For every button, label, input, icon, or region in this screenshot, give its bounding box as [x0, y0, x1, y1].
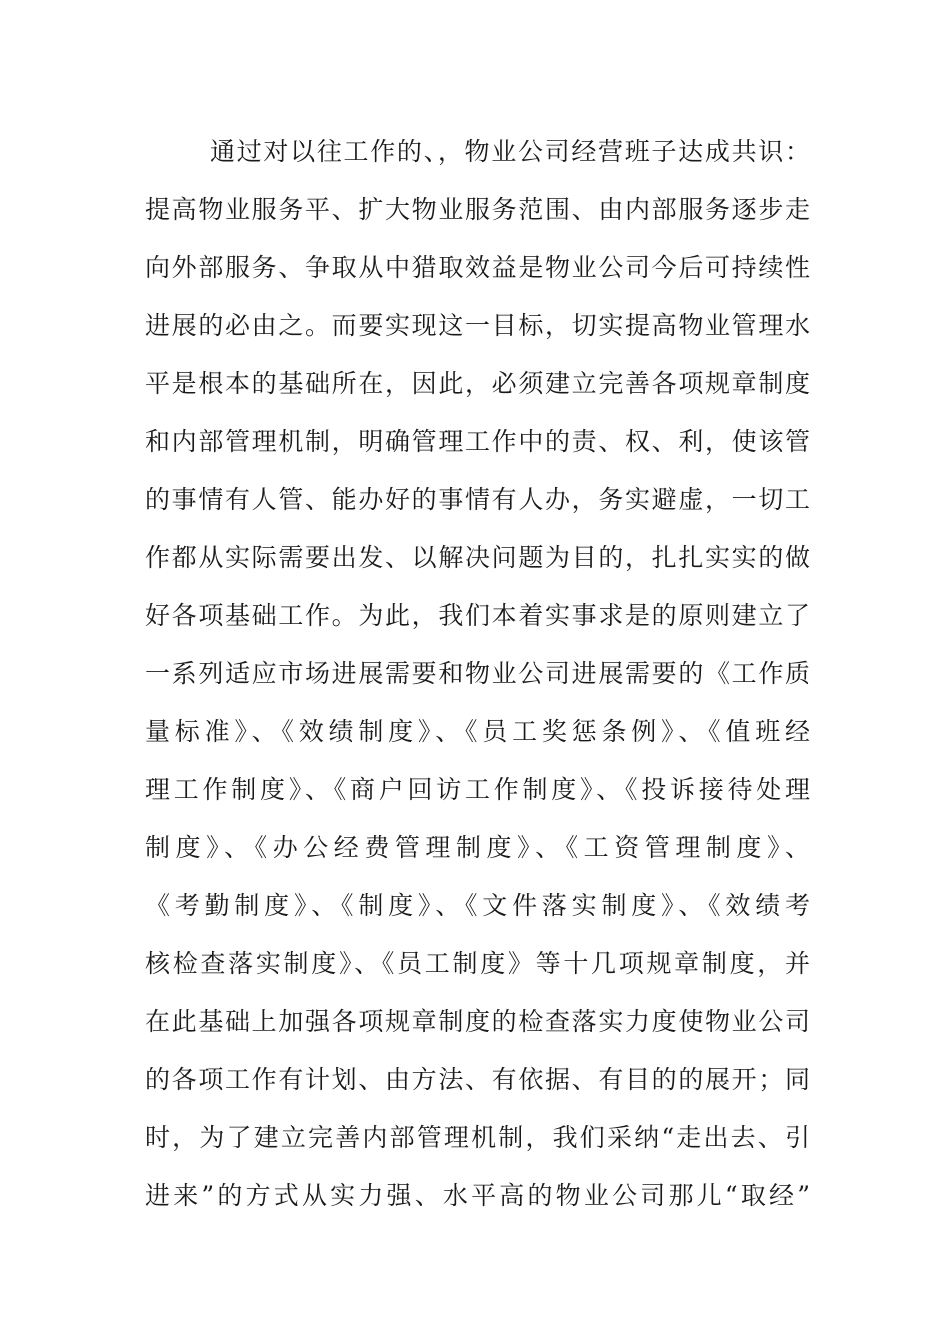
paragraph-line-17: 的各项工作有计划、由方法、有依据、有目的的展开；同 — [145, 1065, 810, 1094]
paragraph-line-8: 作都从实际需要出发、以解决问题为目的，扎扎实实的做 — [145, 543, 810, 572]
paragraph-line-11: 量标准》、《效绩制度》、《员工奖惩条例》、《值班经 — [145, 717, 810, 746]
paragraph-line-5: 平是根本的基础所在，因此，必须建立完善各项规章制度 — [145, 369, 810, 398]
paragraph-line-10: 一系列适应市场进展需要和物业公司进展需要的《工作质 — [145, 659, 810, 688]
paragraph-line-1: 通过对以往工作的、，物业公司经营班子达成共识： — [210, 137, 810, 166]
paragraph-line-12: 理工作制度》、《商户回访工作制度》、《投诉接待处理 — [145, 775, 810, 804]
paragraph-line-7: 的事情有人管、能办好的事情有人办，务实避虚，一切工 — [145, 485, 810, 514]
paragraph-line-9: 好各项基础工作。为此，我们本着实事求是的原则建立了 — [145, 601, 810, 630]
paragraph-line-14: 《考勤制度》、《制度》、《文件落实制度》、《效绩考 — [145, 891, 810, 920]
paragraph-line-4: 进展的必由之。而要实现这一目标，切实提高物业管理水 — [145, 311, 810, 340]
paragraph-line-19: 进来”的方式从实力强、水平高的物业公司那儿“取经” — [145, 1181, 810, 1210]
paragraph-line-2: 提高物业服务平、扩大物业服务范围、由内部服务逐步走 — [145, 195, 810, 224]
paragraph-line-16: 在此基础上加强各项规章制度的检查落实力度使物业公司 — [145, 1007, 810, 1036]
paragraph-line-15: 核检查落实制度》、《员工制度》等十几项规章制度，并 — [145, 949, 810, 978]
paragraph-line-18: 时，为了建立完善内部管理机制，我们采纳“走出去、引 — [145, 1123, 810, 1152]
paragraph-line-6: 和内部管理机制，明确管理工作中的责、权、利，使该管 — [145, 427, 810, 456]
paragraph-line-3: 向外部服务、争取从中猎取效益是物业公司今后可持续性 — [145, 253, 810, 282]
paragraph-line-13: 制度》、《办公经费管理制度》、《工资管理制度》、 — [145, 833, 810, 862]
body-paragraph — [145, 130, 810, 1232]
